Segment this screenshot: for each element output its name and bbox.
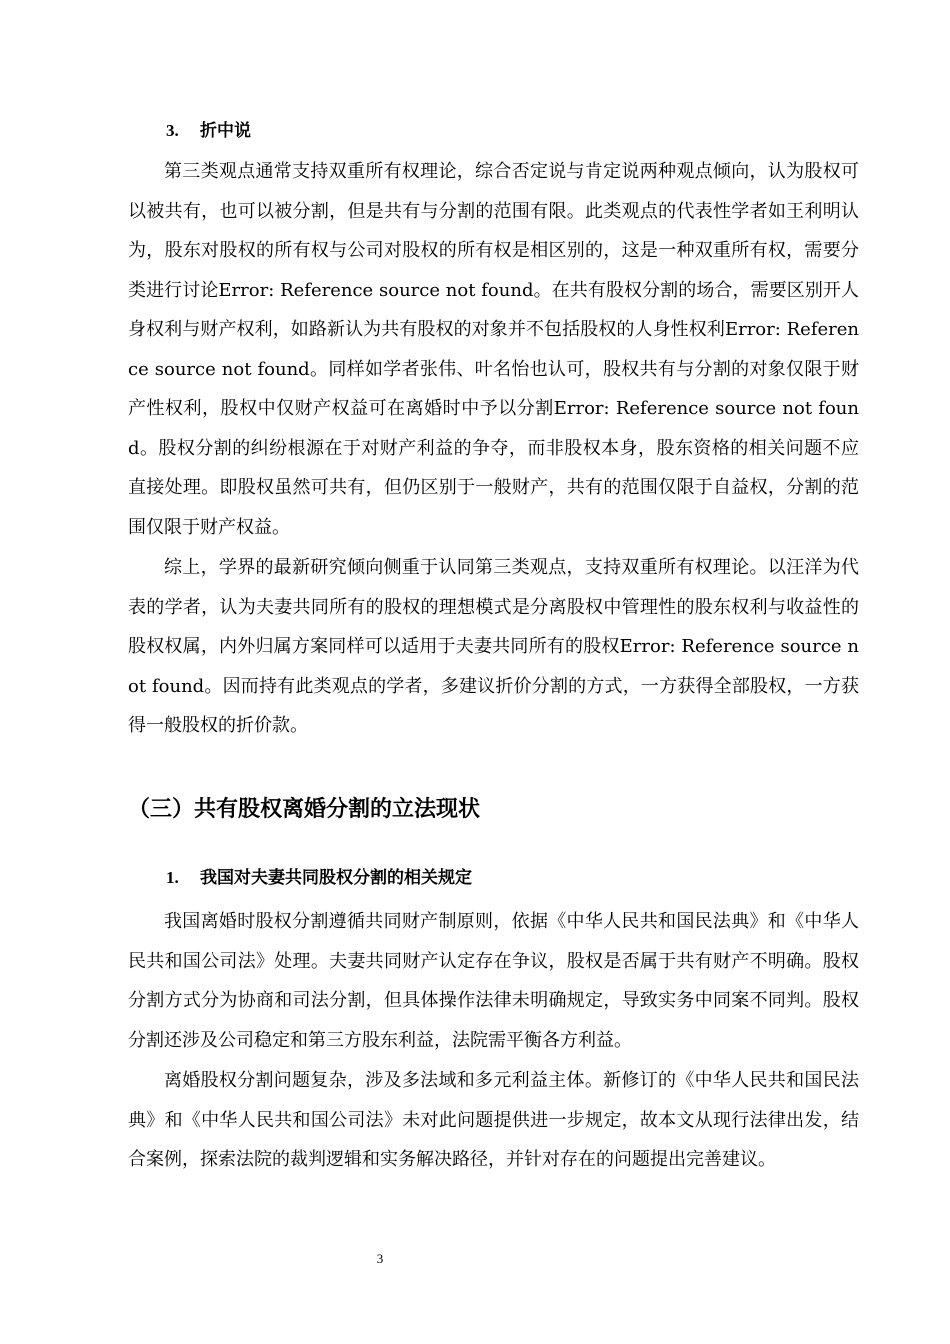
paragraph-legal-rules: 我国离婚时股权分割遵循共同财产制原则，依据《中华人民共和国民法典》和《中华人民共和国公司法》处理。夫妻共同财产认定存在争议，股权是否属于共有财产不明确。股权分割方式分为协商和司法分割，但具体操作法律未明确规定，导致实务中同案不同判。股权分割还涉及公司稳定和第三方股东利益，法院需平衡各方利益。 [128,911,859,1051]
section-3-heading [166,116,251,141]
section-heading-legislation: （三）共有股权离婚分割的立法现状 [128,797,481,822]
page-number: 3 [376,1251,384,1266]
paragraph-research-scope: 离婚股权分割问题复杂，涉及多法域和多元利益主体。新修订的《中华人民共和国民法典》和《中华人民共和国公司法》未对此问题提供进一步规定，故本文从现行法律出发，结合案例，探索法院的裁判逻辑和实务解决路径，并针对存在的问题提出完善建议。 [128,1070,859,1170]
subsection-1-number: 1. [166,868,179,887]
paragraph-summary: 综上，学界的最新研究倾向侧重于认同第三类观点，支持双重所有权理论。以汪洋为代表的学者，认为夫妻共同所有的股权的理想模式是分离股权中管理性的股东权利与收益性的股权权属，内外归属方案同样可以适用于夫妻共同所有的股权Error: Reference source not found。因而持有此类观点的学者，多建议折价分割的方式，一方获得全部股权，一方获得一般股权的折价款。 [128,557,859,736]
subsection-1-heading [166,863,472,888]
section-3-number: 3. [166,121,179,140]
subsection-1-title: 我国对夫妻共同股权分割的相关规定 [200,868,472,888]
paragraph-compromise-theory: 第三类观点通常支持双重所有权理论，综合否定说与肯定说两种观点倾向，认为股权可以被共有，也可以被分割，但是共有与分割的范围有限。此类观点的代表性学者如王利明认为，股东对股权的所有权与公司对股权的所有权是相区别的，这是一种双重所有权，需要分类进行讨论Error: Reference source not found。在共有股权分割的场合，需要区别开人身权利与财产权利，如路新认为共有股权的对象并不包括股权的人身性权利Error: Reference source not found。同样如学者张伟、叶名怡也认可，股权共有与分割的对象仅限于财产性权利，股权中仅财产权益可在离婚时中予以分割Error: Reference source not found。股权分割的纠纷根源在于对财产利益的争夺，而非股权本身，股东资格的相关问题不应直接处理。即股权虽然可共有，但仍区别于一般财产，共有的范围仅限于自益权，分割的范围仅限于财产权益。 [128,161,859,538]
section-3-title: 折中说 [200,121,251,141]
